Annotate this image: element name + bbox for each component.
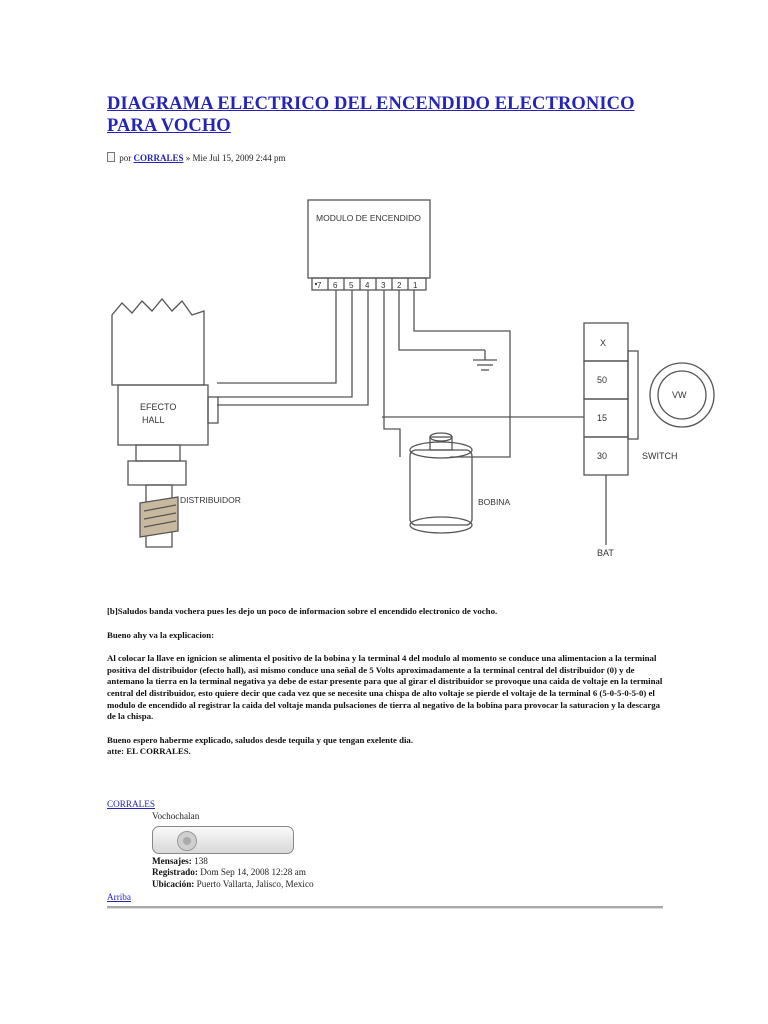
terminal-7-label: 7 <box>317 281 322 290</box>
switch-15-label: 15 <box>597 413 608 423</box>
distributor-gear <box>140 497 178 537</box>
user-rank: Vochochalan <box>152 811 200 821</box>
switch-30-label: 30 <box>597 451 608 461</box>
post-paragraph: Bueno espero haberme explicado, saludos desde tequila y que tengan exelente dia. <box>107 734 414 745</box>
module-label: MODULO DE ENCENDIDO <box>316 213 421 223</box>
hall-label-2: HALL <box>142 415 165 425</box>
bat-label: BAT <box>597 548 614 558</box>
switch-x-label: X <box>600 338 607 348</box>
distributor-neck <box>136 445 180 461</box>
terminal-4-label: 4 <box>365 281 370 290</box>
by-prefix: por <box>119 153 132 163</box>
distribuidor-label: DISTRIBUIDOR <box>180 495 241 505</box>
switch-50-label: 50 <box>597 375 608 385</box>
ignition-module <box>308 200 430 278</box>
hall-label-1: EFECTO <box>140 402 177 412</box>
terminal-1-label: 1 <box>413 281 418 290</box>
registered-row: Registrado: Dom Sep 14, 2008 12:28 am <box>152 867 306 878</box>
distributor-cap <box>112 299 204 385</box>
posts-row: Mensajes: 138 <box>152 856 208 866</box>
post-signoff: atte: EL CORRALES. <box>107 746 191 757</box>
post-date: » Mie Jul 15, 2009 2:44 pm <box>185 153 286 163</box>
post-icon <box>107 152 115 162</box>
terminal-2-label: 2 <box>397 281 402 290</box>
location-row: Ubicación: Puerto Vallarta, Jalisco, Mexico <box>152 878 314 889</box>
terminal-6-label: 6 <box>333 281 338 290</box>
post-paragraph: Bueno ahy va la explicacion: <box>107 629 215 640</box>
wire-terminal-4 <box>217 290 368 405</box>
post-paragraph: Al colocar la llave en ignicion se alimenta el positivo de la bobina y la terminal 4 del modulo al momento se conduce una alimentacion a la terminal positiva del distribuidor (efecto hall), asi mismo conduce una señal de 5 Volts aproximadamente a la terminal central del distribuidor (0) y de antemano la tierra en la terminal negativa ya debe de estar presente para que al girar el distribuidor se provoque una caida de voltaje en la terminal central del distribuidor, esto quiere decir que cada vez que se necesite una chispa de alto voltaje se pierde el voltaje de la terminal 6 (5-0-5-0-5-0) el modulo de encendido al registrar la caida del voltaje manda pulsaciones de tierra al negativo de la bobina para provocar la saturacion y la descarga de la chispa. <box>107 653 663 722</box>
terminal-3-label: 3 <box>381 281 386 290</box>
post-paragraph: [b]Saludos banda vochera pues les dejo un poco de informacion sobre el encendido electronico de vocho. <box>107 606 498 616</box>
hall-connector <box>208 397 218 423</box>
wire-terminal-3 <box>384 290 400 457</box>
wire-terminal-6 <box>217 290 336 383</box>
terminal-5-label: 5 <box>349 281 354 290</box>
distributor-shaft-top <box>128 461 186 485</box>
rank-image <box>152 826 294 854</box>
back-to-top-link[interactable]: Arriba <box>107 892 131 902</box>
author-link[interactable]: CORRALES <box>133 153 184 163</box>
wire-terminal-2 <box>399 290 485 350</box>
user-stats <box>152 856 314 890</box>
bobina-body <box>410 450 472 525</box>
topic-title[interactable]: DIAGRAMA ELECTRICO DEL ENCENDIDO ELECTRONICO PARA VOCHO <box>107 94 635 136</box>
bobina-tower <box>430 437 452 450</box>
post-body <box>107 606 667 770</box>
signature-username <box>107 799 155 809</box>
rank-emblem-icon <box>177 831 197 851</box>
wiring-diagram <box>100 185 720 585</box>
bobina-label: BOBINA <box>478 497 511 507</box>
post-meta <box>107 152 286 163</box>
post-divider <box>107 906 663 909</box>
wire-terminal-5 <box>217 290 352 397</box>
vw-label: VW <box>672 390 687 400</box>
username-link[interactable]: CORRALES <box>107 799 155 809</box>
switch-label: SWITCH <box>642 451 678 461</box>
wire-terminal-1 <box>414 290 510 457</box>
